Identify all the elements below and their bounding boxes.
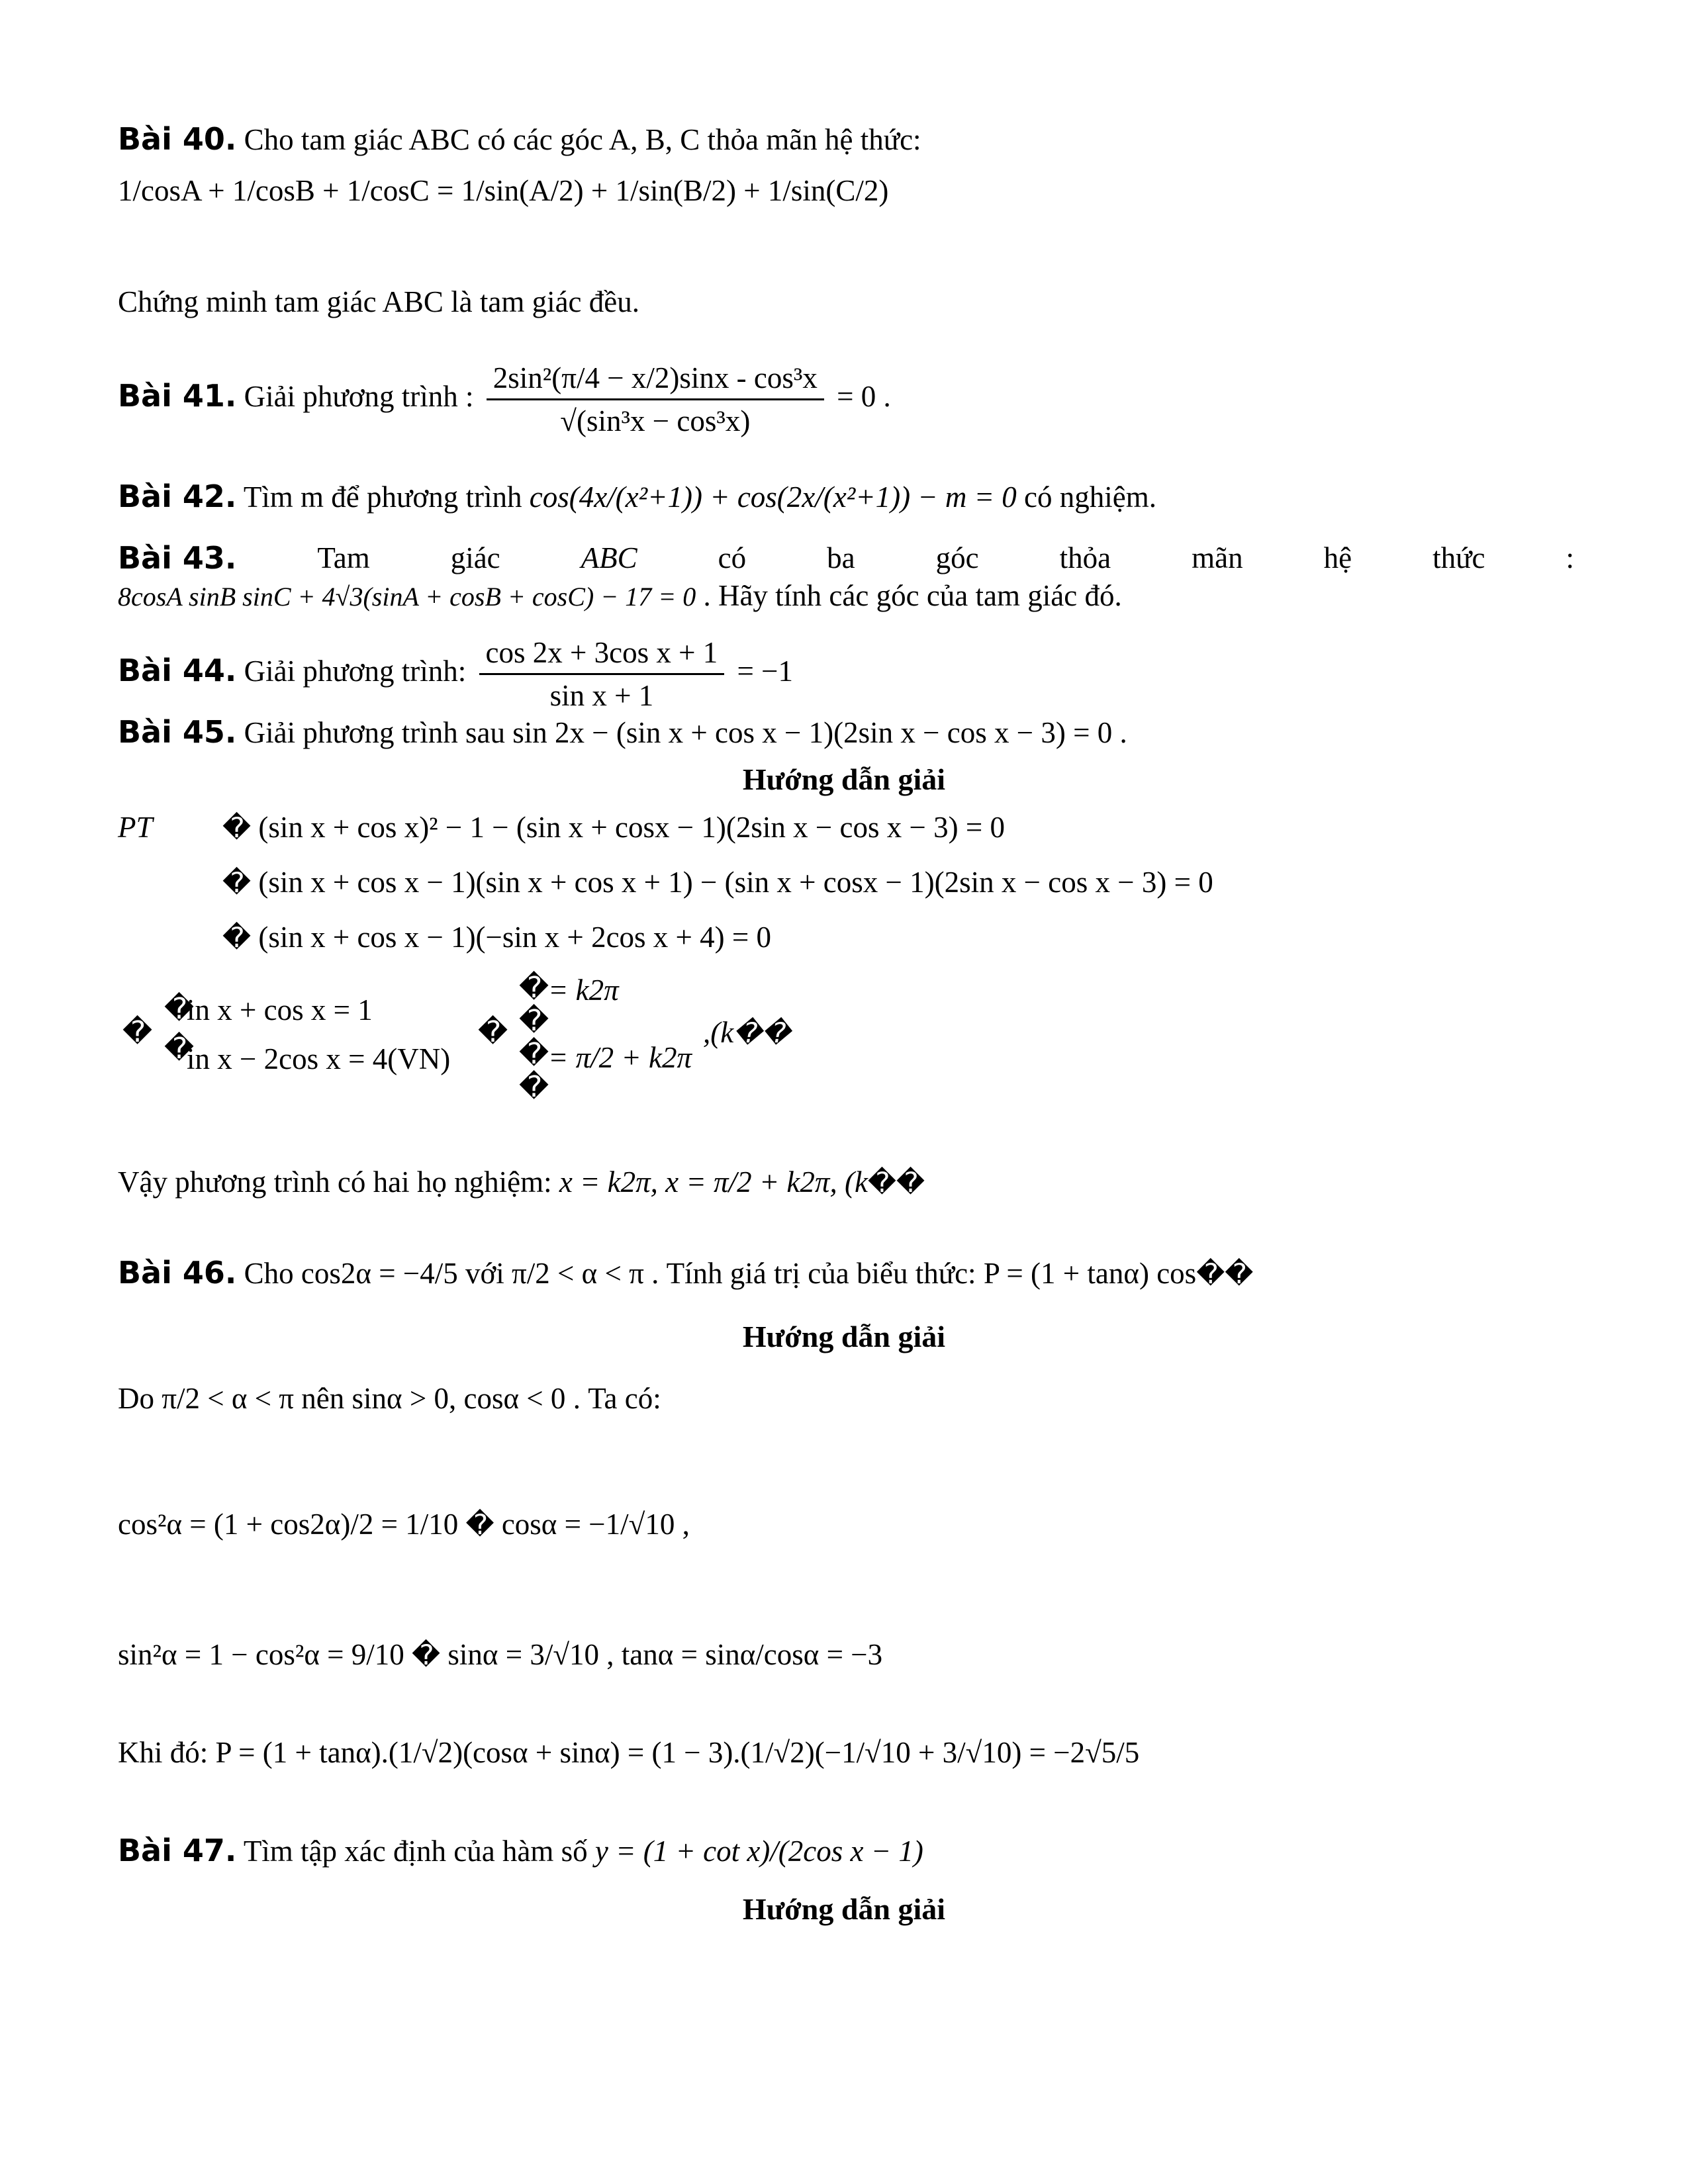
equivalence-icon: � — [222, 921, 252, 954]
problem-45-solution-k: ,(k�� — [703, 1016, 791, 1049]
problem-41-numerator: 2sin²(π/4 − x/2)sinx - cos³x — [487, 357, 824, 400]
problem-43-word: Tam — [317, 541, 370, 574]
bracket-icon: � — [1225, 1257, 1254, 1290]
implies-icon: � — [412, 1639, 441, 1671]
problem-44-line — [118, 632, 793, 716]
problem-47-text: Tìm tập xác định của hàm số — [243, 1835, 588, 1868]
problem-43-tail: . Hãy tính các góc của tam giác đó. — [703, 579, 1122, 612]
problem-47-formula: y = (1 + cot x)/(2cos x − 1) — [594, 1835, 923, 1868]
problem-42-label: Bài 42. — [118, 478, 237, 514]
problem-44-fraction — [479, 632, 725, 716]
problem-46-tinh: . Tính giá trị của biểu thức: — [651, 1257, 976, 1290]
problem-43-formula: 8cosA sinB sinC + 4√3(sinA + cosB + cosC) − 17 = 0 — [118, 582, 696, 612]
integer-set-icon: � — [867, 1166, 896, 1199]
problem-40-text: Cho tam giác ABC có các góc A, B, C thỏa mãn hệ thức: — [244, 123, 921, 156]
problem-41-label: Bài 41. — [118, 377, 237, 414]
problem-45-step2: � (sin x + cos x − 1)(sin x + cos x + 1) − (sin x + cosx − 1)(2sin x − cos x − 3) = 0 — [222, 866, 1213, 899]
problem-45-solution1: = k2π — [548, 974, 619, 1007]
problem-45-formula: sin 2x − (sin x + cos x − 1)(2sin x − cos x − 3) = 0 . — [512, 716, 1127, 749]
brace-icon: � — [164, 992, 195, 1026]
problem-45-line — [118, 713, 1127, 751]
nen-text: nên — [301, 1382, 345, 1415]
problem-41-fraction — [487, 357, 824, 441]
sin-squared: sin²α = 1 − cos²α = 9/10 — [118, 1638, 404, 1671]
problem-40-formula: 1/cosA + 1/cosB + 1/cosC = 1/sin(A/2) + 1/sin(B/2) + 1/sin(C/2) — [118, 174, 889, 207]
problem-45-step3: � (sin x + cos x − 1)(−sin x + 2cos x + 4) = 0 — [222, 921, 772, 954]
problem-40-line — [118, 120, 921, 158]
conclusion-formula: x = k2π, x = π/2 + k2π, (k — [559, 1165, 868, 1199]
problem-43-word: mãn — [1192, 541, 1243, 574]
problem-43-label: Bài 43. — [118, 540, 237, 576]
problem-43-word: có — [718, 541, 747, 574]
problem-41-text: Giải phương trình : — [244, 379, 474, 413]
brace-icon: � — [519, 1037, 549, 1071]
problem-43-word: : — [1566, 541, 1574, 574]
problem-46-sin-line — [118, 1636, 882, 1674]
problem-41-rhs: = 0 . — [837, 379, 891, 413]
problem-40-label: Bài 40. — [118, 121, 237, 157]
problem-47-label: Bài 47. — [118, 1833, 237, 1868]
problem-43-word: góc — [935, 541, 979, 574]
equivalence-icon: � — [222, 866, 252, 899]
problem-45-label: Bài 45. — [118, 714, 237, 750]
problem-46-cos-line — [118, 1506, 690, 1543]
problem-45-system-eq2: in x − 2cos x = 4(VN) — [187, 1042, 451, 1075]
problem-43-line2 — [118, 577, 1122, 615]
problem-40-conclusion: Chứng minh tam giác ABC là tam giác đều. — [118, 285, 640, 318]
problem-42-formula: cos(4x/(x²+1)) + cos(2x/(x²+1)) − m = 0 — [529, 480, 1017, 514]
problem-41-line — [118, 357, 891, 441]
problem-43-word: hệ — [1323, 541, 1352, 574]
problem-46-range: π/2 < α < π — [512, 1257, 644, 1290]
problem-42-text: Tìm m để phương trình — [243, 480, 522, 514]
parenthesis-icon: � — [762, 1017, 791, 1049]
problem-44-text: Giải phương trình: — [244, 654, 467, 688]
implies-icon: � — [465, 1508, 494, 1541]
problem-46-given: cos2α = −4/5 — [301, 1257, 458, 1290]
problem-45-solution-heading: Hướng dẫn giải — [742, 762, 946, 796]
problem-46-do-line — [118, 1380, 661, 1417]
problem-45-text: Giải phương trình sau — [244, 716, 506, 749]
do-text: Do — [118, 1382, 154, 1415]
equivalence-icon: � — [478, 1015, 508, 1049]
problem-43-word: thức — [1432, 541, 1485, 574]
brace-icon: � — [519, 1004, 549, 1038]
brace-icon: � — [519, 971, 549, 1005]
ta-co: . Ta có: — [573, 1382, 661, 1415]
problem-41-denominator: √(sin³x − cos³x) — [560, 404, 751, 437]
equivalence-icon: � — [222, 811, 252, 844]
problem-43-word: ba — [827, 541, 855, 574]
problem-47-line — [118, 1832, 923, 1870]
do-range: π/2 < α < π — [162, 1382, 295, 1415]
problem-46-cho: Cho — [244, 1257, 294, 1290]
problem-45-step1-line — [118, 809, 153, 846]
problem-43-line1 — [118, 539, 1574, 576]
problem-44-label: Bài 44. — [118, 652, 237, 688]
problem-45-system-eq1: in x + cos x = 1 — [187, 993, 373, 1026]
brace-icon: � — [164, 1032, 195, 1066]
sin-value: sinα = 3/√10 , — [447, 1638, 614, 1671]
integer-set-icon: � — [733, 1017, 763, 1049]
problem-46-p-line — [118, 1734, 1139, 1771]
parenthesis-icon: � — [896, 1166, 925, 1199]
p-calculation: P = (1 + tanα).(1/√2)(cosα + sinα) = (1 − 3).(1/√2)(−1/√10 + 3/√10) = −2√5/5 — [215, 1736, 1140, 1769]
signs: sinα > 0, cosα < 0 — [352, 1382, 566, 1415]
cos-value: cosα = −1/√10 , — [501, 1508, 690, 1541]
equivalence-icon: � — [122, 1015, 153, 1049]
bracket-icon: � — [1196, 1257, 1225, 1290]
problem-46-line — [118, 1254, 1253, 1293]
problem-43-word: ABC — [581, 541, 637, 574]
tan-value: tanα = sinα/cosα = −3 — [621, 1638, 883, 1671]
problem-44-denominator: sin x + 1 — [549, 679, 654, 712]
pt-label: PT — [118, 811, 153, 844]
brace-icon: � — [519, 1070, 549, 1104]
problem-43-word: thỏa — [1059, 541, 1111, 574]
problem-44-numerator: cos 2x + 3cos x + 1 — [479, 632, 725, 675]
problem-44-rhs: = −1 — [737, 654, 794, 688]
problem-42-tail: có nghiệm. — [1024, 480, 1156, 514]
problem-46-voi: với — [465, 1257, 504, 1290]
problem-45-solution2: = π/2 + k2π — [548, 1041, 692, 1074]
conclusion-text: Vậy phương trình có hai họ nghiệm: — [118, 1165, 552, 1199]
problem-42-line — [118, 478, 1156, 516]
problem-45-conclusion — [118, 1163, 925, 1201]
cos-squared: cos²α = (1 + cos2α)/2 = 1/10 — [118, 1508, 459, 1541]
problem-46-solution-heading: Hướng dẫn giải — [742, 1320, 946, 1353]
khi-do: Khi đó: — [118, 1736, 209, 1769]
problem-47-solution-heading: Hướng dẫn giải — [742, 1892, 946, 1926]
problem-43-word: giác — [450, 541, 500, 574]
problem-46-expr: P = (1 + tanα) cos — [983, 1257, 1197, 1290]
problem-45-step1: � (sin x + cos x)² − 1 − (sin x + cosx − 1)(2sin x − cos x − 3) = 0 — [222, 811, 1006, 844]
problem-46-label: Bài 46. — [118, 1255, 237, 1291]
